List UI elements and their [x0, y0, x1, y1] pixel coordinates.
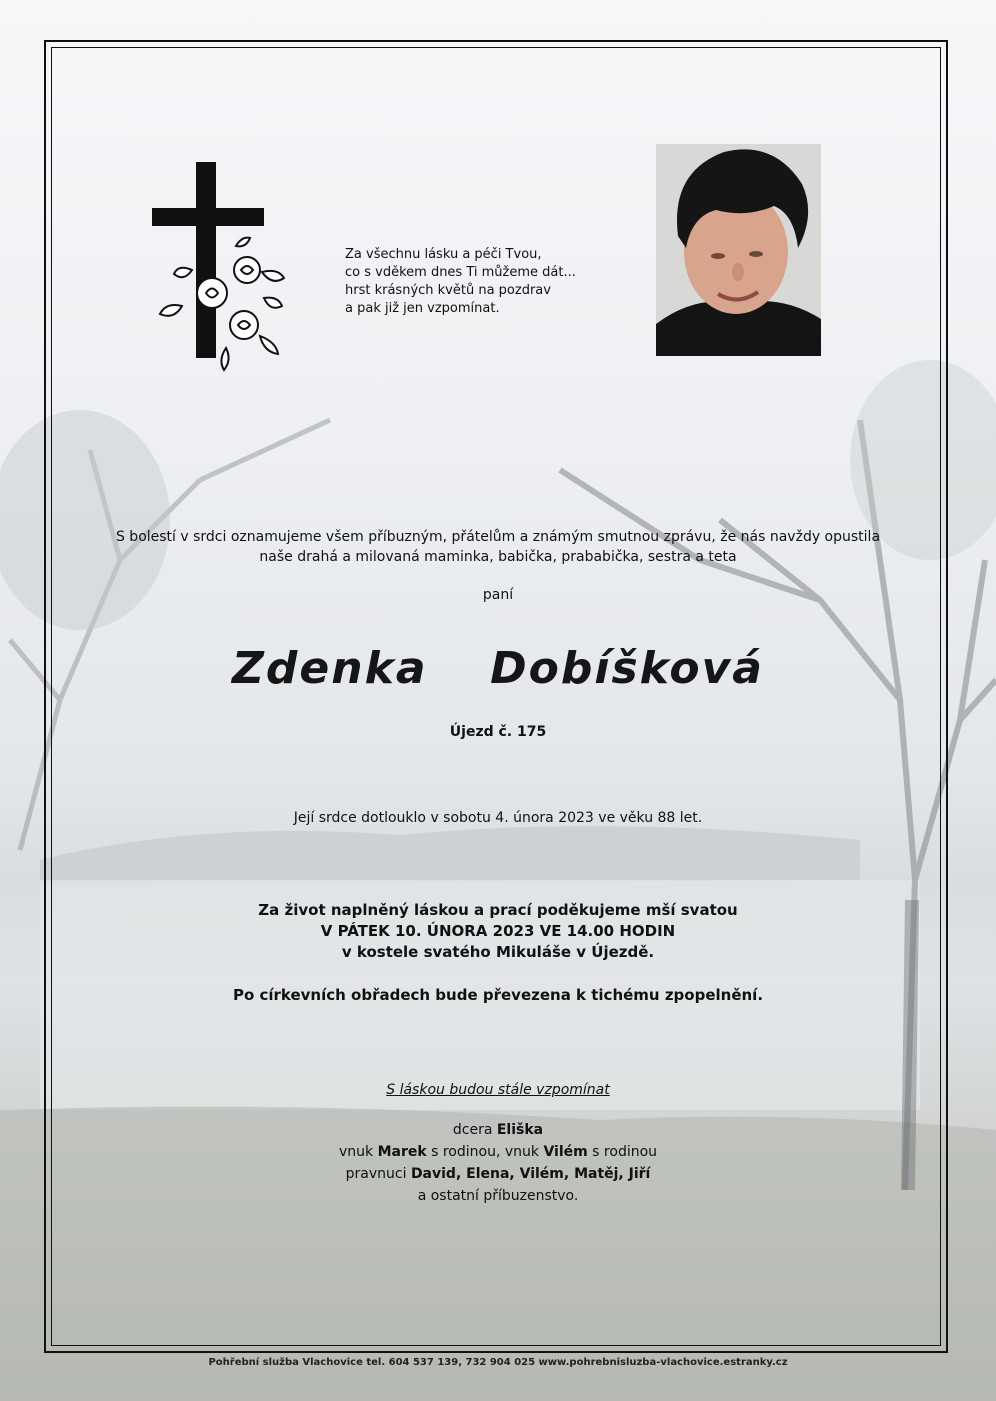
service-line-1: Za život naplněný láskou a prací poděkujeme mší svatou	[258, 901, 738, 919]
announcement-text	[0, 527, 996, 567]
family-name: Eliška	[496, 1122, 544, 1138]
portrait-photo	[656, 144, 821, 356]
poem-line: co s vděkem dnes Ti můžeme dát...	[345, 265, 576, 280]
announcement-line-2: naše drahá a milovaná maminka, babička, prababička, sestra a teta	[259, 549, 737, 565]
cremation-note: Po církevních obřadech bude převezena k tichému zpopelnění.	[232, 986, 764, 1004]
family-line-relatives: a ostatní příbuzenstvo.	[417, 1188, 579, 1204]
service-line-2: V PÁTEK 10. ÚNORA 2023 VE 14.00 HODIN	[320, 922, 676, 940]
funeral-service-info	[0, 900, 996, 963]
memorial-poem	[345, 246, 625, 318]
family-name: Vilém	[543, 1144, 588, 1160]
deceased-address: Újezd č. 175	[449, 724, 547, 740]
family-name: Marek	[377, 1144, 427, 1160]
remember-heading-text: S láskou budou stále vzpomínat	[386, 1082, 610, 1098]
announcement-line-1: S bolestí v srdci oznamujeme všem příbuzným, přátelům a známým smutnou zprávu, že nás navždy opustila	[115, 529, 881, 545]
family-list	[0, 1119, 996, 1207]
family-text: dcera	[452, 1122, 497, 1138]
family-text: vnuk	[338, 1144, 378, 1160]
family-line-grandsons	[0, 1141, 996, 1163]
poem-line: hrst krásných květů na pozdrav	[345, 283, 551, 298]
poem-line: a pak již jen vzpomínat.	[345, 301, 500, 316]
family-line-great-grandchildren	[0, 1163, 996, 1185]
family-name: David, Elena, Vilém, Matěj, Jiří	[410, 1166, 651, 1182]
family-text: pravnuci	[345, 1166, 411, 1182]
cross-with-roses-icon	[152, 160, 292, 376]
family-line-daughter	[0, 1119, 996, 1141]
poem-line: Za všechnu lásku a péči Tvou,	[345, 247, 542, 262]
family-text: s rodinou, vnuk	[426, 1144, 544, 1160]
remember-heading	[0, 1082, 996, 1098]
deceased-name: Zdenka Dobíšková	[232, 643, 764, 694]
service-line-3: v kostele svatého Mikuláše v Újezdě.	[341, 943, 655, 961]
title-pani: paní	[482, 587, 514, 603]
funeral-service-footer: Pohřební služba Vlachovice tel. 604 537 139, 732 904 025 www.pohrebnisluzba-vlachovice.estranky.cz	[208, 1357, 788, 1368]
family-text: s rodinou	[587, 1144, 658, 1160]
death-date-line: Její srdce dotlouklo v sobotu 4. února 2023 ve věku 88 let.	[293, 810, 703, 826]
